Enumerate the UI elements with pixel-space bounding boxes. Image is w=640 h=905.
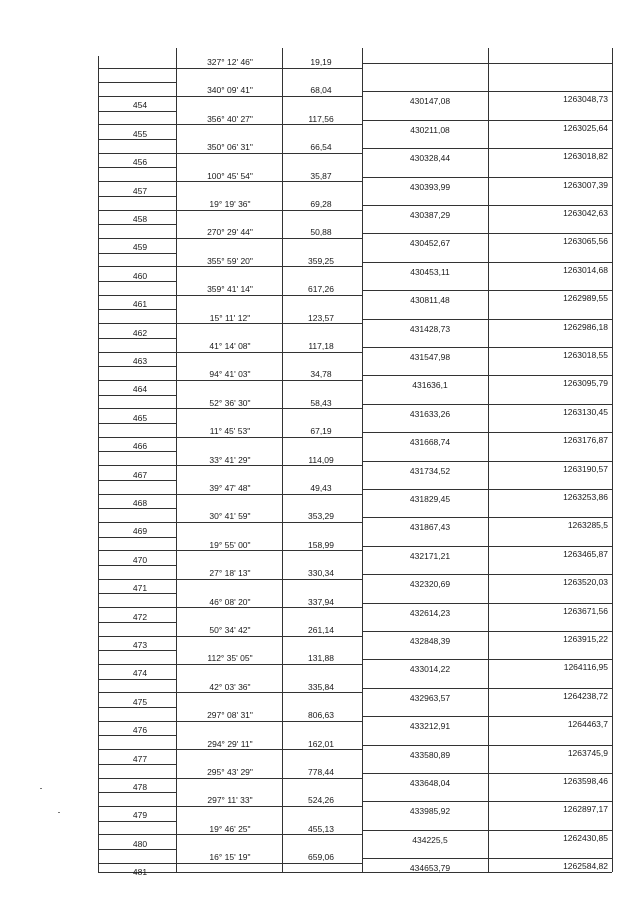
row-rule [98, 749, 362, 750]
row-rule [98, 636, 362, 637]
coordinate-y-cell: 1263285,5 [567, 520, 608, 531]
coordinate-y-cell: 1263014,68 [563, 264, 608, 275]
coordinate-y-cell: 1262584,82 [563, 861, 608, 872]
coordinate-y-cell: 1263598,46 [563, 776, 608, 786]
coordinate-y-cell: 1263176,87 [563, 435, 608, 446]
coordinate-y-cell: 1262897,17 [563, 804, 608, 815]
line-length-cell: 455,13 [308, 823, 334, 834]
point-number-cell: 466 [132, 441, 148, 452]
coordinate-y-cell: 1264116,95 [563, 662, 608, 673]
row-rule [98, 210, 362, 211]
point-number-cell: 461 [132, 299, 148, 310]
direction-angle-cell: 39° 47' 48" [209, 483, 251, 493]
row-rule-mid [98, 338, 176, 339]
point-number-cell: 457 [132, 185, 148, 196]
direction-angle-cell: 46° 08' 20" [209, 596, 251, 607]
point-number-cell: 459 [132, 242, 148, 253]
direction-angle-cell: 270° 29' 44" [207, 227, 253, 238]
row-rule-mid [98, 707, 176, 708]
point-number-cell: 474 [132, 668, 148, 679]
point-number-cell: 480 [132, 838, 148, 849]
line-length-cell: 35,87 [310, 170, 332, 181]
row-rule [362, 91, 612, 92]
line-length-cell: 117,18 [308, 341, 334, 351]
line-length-cell: 337,94 [308, 596, 334, 607]
direction-angle-cell: 297° 11' 33" [207, 795, 253, 806]
direction-angle-cell: 295° 43' 29" [207, 767, 253, 777]
row-rule-mid [98, 622, 176, 623]
point-number-cell: 471 [132, 583, 148, 594]
row-rule [362, 603, 612, 604]
point-number-cell: 472 [132, 611, 148, 622]
row-rule [98, 380, 362, 381]
direction-angle-cell: 297° 08' 31" [207, 710, 253, 721]
row-rule-mid [98, 451, 176, 452]
row-rule-mid [98, 650, 176, 651]
line-length-cell: 66,54 [310, 142, 332, 153]
line-length-cell: 162,01 [308, 738, 334, 749]
row-rule [98, 806, 362, 807]
coordinate-y-cell: 1263465,87 [563, 548, 608, 559]
row-rule-mid [98, 82, 176, 83]
coordinate-x-cell: 431668,74 [409, 437, 451, 448]
direction-angle-cell: 50° 34' 42" [209, 625, 251, 635]
row-rule [362, 177, 612, 178]
line-length-cell: 359,25 [308, 255, 334, 266]
line-length-cell: 68,04 [310, 85, 332, 96]
coordinate-y-cell: 1263018,82 [563, 151, 608, 162]
row-rule-mid [98, 253, 176, 254]
coordinate-x-cell: 433014,22 [409, 664, 451, 675]
row-rule [362, 290, 612, 291]
row-rule-mid [98, 508, 176, 509]
coordinate-x-cell: 430452,67 [409, 238, 451, 249]
line-length-cell: 58,43 [310, 397, 332, 408]
row-rule [98, 692, 362, 693]
row-rule [362, 461, 612, 462]
coordinate-y-cell: 1263130,45 [563, 406, 608, 417]
coordinate-x-cell: 432848,39 [409, 636, 451, 646]
row-rule [98, 465, 362, 466]
coordinate-y-cell: 1264463,7 [567, 719, 608, 730]
coordinate-y-cell: 1263025,64 [563, 122, 608, 133]
point-number-cell: 478 [132, 782, 148, 792]
scan-speck [58, 812, 60, 813]
line-length-cell: 131,88 [308, 653, 334, 664]
row-rule [98, 522, 362, 523]
point-number-cell: 460 [132, 270, 148, 281]
row-rule [362, 716, 612, 717]
column-rule [612, 48, 613, 872]
row-rule-mid [98, 565, 176, 566]
coordinate-y-cell: 1263095,79 [563, 378, 608, 389]
row-rule-mid [98, 792, 176, 793]
row-rule [98, 96, 362, 97]
row-rule [362, 659, 612, 660]
coordinate-x-cell: 432320,69 [409, 579, 451, 590]
point-number-cell: 462 [132, 327, 148, 338]
coordinate-y-cell: 1263042,63 [563, 208, 608, 218]
row-rule [98, 834, 362, 835]
row-rule [98, 68, 362, 69]
line-length-cell: 261,14 [308, 625, 334, 635]
row-rule-mid [98, 593, 176, 594]
coordinate-x-cell: 432171,21 [409, 550, 451, 561]
line-length-cell: 330,34 [308, 568, 334, 579]
row-rule [98, 863, 362, 864]
point-number-cell: 470 [132, 554, 148, 565]
row-rule [362, 404, 612, 405]
direction-angle-cell: 15° 11' 12" [209, 312, 251, 323]
point-number-cell: 473 [132, 640, 148, 650]
coordinate-x-cell: 430811,48 [410, 295, 450, 306]
coordinate-y-cell: 1263253,86 [563, 492, 608, 502]
coordinate-x-cell: 431829,45 [409, 494, 451, 504]
point-number-cell: 479 [132, 810, 148, 821]
row-rule [362, 773, 612, 774]
row-rule [362, 319, 612, 320]
coordinate-y-cell: 1263520,03 [563, 577, 608, 588]
coordinate-y-cell: 1263915,22 [563, 634, 608, 644]
line-length-cell: 49,43 [310, 483, 332, 493]
direction-angle-cell: 94° 41' 03" [209, 369, 251, 380]
direction-angle-cell: 294° 29' 11" [207, 738, 253, 749]
line-length-cell: 117,56 [308, 113, 334, 124]
line-length-cell: 123,57 [308, 312, 334, 323]
direction-angle-cell: 41° 14' 08" [209, 341, 251, 351]
direction-angle-cell: 30° 41' 59" [209, 511, 251, 522]
line-length-cell: 659,06 [308, 852, 334, 863]
row-rule-mid [98, 764, 176, 765]
row-rule-mid [98, 849, 176, 850]
row-rule [362, 745, 612, 746]
coordinate-x-cell: 433648,04 [409, 778, 451, 788]
coordinate-y-cell: 1263671,56 [563, 605, 608, 616]
row-rule [362, 489, 612, 490]
row-rule [362, 546, 612, 547]
row-rule-mid [98, 196, 176, 197]
row-rule [362, 574, 612, 575]
row-rule [362, 801, 612, 802]
coordinate-y-cell: 1262986,18 [563, 321, 608, 332]
row-rule [98, 721, 362, 722]
line-length-cell: 353,29 [308, 511, 334, 522]
coordinate-x-cell: 433580,89 [409, 749, 451, 760]
row-rule-mid [98, 366, 176, 367]
direction-angle-cell: 42° 03' 36" [209, 681, 251, 692]
line-length-cell: 114,09 [308, 454, 334, 465]
row-rule [98, 408, 362, 409]
row-rule [362, 830, 612, 831]
row-rule [98, 579, 362, 580]
point-number-cell: 476 [132, 725, 148, 736]
row-rule-mid [98, 679, 176, 680]
coordinate-x-cell: 434653,79 [409, 863, 451, 874]
direction-angle-cell: 356° 40' 27" [207, 113, 253, 124]
coordinate-x-cell: 430211,08 [410, 124, 450, 135]
row-rule-mid [98, 735, 176, 736]
direction-angle-cell: 327° 12' 46" [207, 57, 253, 67]
point-number-cell: 456 [132, 157, 148, 168]
direction-angle-cell: 359° 41' 14" [207, 284, 253, 295]
coordinate-x-cell: 432963,57 [409, 692, 451, 703]
coordinate-y-cell: 1262430,85 [563, 832, 608, 843]
line-length-cell: 335,84 [308, 681, 334, 692]
coordinate-x-cell: 434225,5 [412, 834, 448, 845]
coordinate-y-cell: 1263745,9 [567, 747, 608, 758]
row-rule [98, 494, 362, 495]
coordinate-y-cell: 1262989,55 [563, 293, 608, 304]
direction-angle-cell: 16° 15' 19" [209, 852, 251, 863]
coordinate-x-cell: 433212,91 [409, 721, 451, 732]
coordinate-x-cell: 432614,23 [409, 607, 451, 618]
line-length-cell: 778,44 [308, 767, 334, 777]
point-number-cell: 465 [132, 412, 148, 423]
row-rule [98, 153, 362, 154]
direction-angle-cell: 33° 41' 29" [209, 454, 251, 465]
row-rule-mid [98, 423, 176, 424]
row-rule [362, 858, 612, 859]
row-rule-mid [98, 139, 176, 140]
row-rule-mid [98, 480, 176, 481]
row-rule [98, 238, 362, 239]
line-length-cell: 806,63 [308, 710, 334, 721]
row-rule [362, 205, 612, 206]
direction-angle-cell: 19° 19' 36" [209, 199, 251, 209]
row-rule [362, 375, 612, 376]
row-rule-mid [98, 395, 176, 396]
coordinate-x-cell: 430453,11 [410, 266, 450, 277]
coordinate-x-cell: 430328,44 [409, 153, 451, 164]
coordinate-x-cell: 431636,1 [412, 380, 448, 391]
point-number-cell: 477 [132, 753, 148, 764]
line-length-cell: 524,26 [308, 795, 334, 806]
point-number-cell: 475 [132, 696, 148, 707]
coordinate-x-cell: 430387,29 [409, 210, 451, 220]
direction-angle-cell: 112° 35' 05" [207, 653, 253, 664]
row-rule [362, 63, 612, 64]
direction-angle-cell: 19° 46' 25" [209, 823, 251, 834]
row-rule [362, 233, 612, 234]
direction-angle-cell: 52° 36' 30" [209, 397, 251, 408]
point-number-cell: 467 [132, 469, 148, 480]
point-number-cell: 464 [132, 384, 148, 395]
coordinate-x-cell: 430393,99 [409, 181, 451, 192]
line-length-cell: 67,19 [310, 426, 332, 437]
direction-angle-cell: 350° 06' 31" [207, 142, 253, 153]
coordinate-y-cell: 1264238,72 [563, 690, 608, 701]
row-rule [362, 432, 612, 433]
row-rule [362, 262, 612, 263]
row-rule [98, 550, 362, 551]
row-rule [98, 124, 362, 125]
line-length-cell: 158,99 [308, 539, 334, 550]
row-rule [362, 688, 612, 689]
point-number-cell: 469 [132, 526, 148, 537]
coordinate-y-cell: 1263018,55 [563, 350, 608, 360]
coordinate-x-cell: 430147,08 [409, 96, 451, 107]
line-length-cell: 69,28 [310, 199, 332, 209]
scan-speck [40, 788, 42, 789]
row-rule [362, 148, 612, 149]
direction-angle-cell: 355° 59' 20" [207, 255, 253, 266]
row-rule [98, 664, 362, 665]
line-length-cell: 19,19 [310, 57, 332, 67]
row-rule [362, 347, 612, 348]
point-number-cell: 481 [132, 867, 148, 878]
coordinate-y-cell: 1263048,73 [563, 94, 608, 105]
coordinate-y-cell: 1263007,39 [563, 179, 608, 190]
point-number-cell: 468 [132, 498, 148, 508]
coordinate-x-cell: 433985,92 [409, 806, 451, 817]
point-number-cell: 458 [132, 214, 148, 224]
row-rule [98, 323, 362, 324]
coordinate-x-cell: 431547,98 [409, 352, 451, 362]
row-rule-mid [98, 309, 176, 310]
row-rule [362, 120, 612, 121]
row-rule-mid [98, 167, 176, 168]
point-number-cell: 455 [132, 128, 148, 139]
row-rule-mid [98, 537, 176, 538]
row-rule [362, 517, 612, 518]
row-rule [98, 266, 362, 267]
row-rule [98, 607, 362, 608]
coordinate-x-cell: 431867,43 [409, 522, 451, 533]
line-length-cell: 50,88 [310, 227, 332, 238]
direction-angle-cell: 100° 45' 54" [207, 170, 253, 181]
direction-angle-cell: 27° 18' 13" [209, 568, 251, 579]
row-rule [98, 437, 362, 438]
row-rule [98, 352, 362, 353]
coordinate-x-cell: 431428,73 [409, 323, 451, 334]
row-rule-mid [98, 281, 176, 282]
point-number-cell: 463 [132, 356, 148, 366]
row-rule [98, 778, 362, 779]
row-rule [98, 181, 362, 182]
coordinate-y-cell: 1263190,57 [563, 463, 608, 474]
line-length-cell: 34,78 [310, 369, 332, 380]
row-rule [362, 631, 612, 632]
row-rule-mid [98, 821, 176, 822]
coordinate-x-cell: 431734,52 [409, 465, 451, 476]
point-number-cell: 454 [132, 100, 148, 111]
row-rule [98, 295, 362, 296]
row-rule-mid [98, 224, 176, 225]
coordinate-y-cell: 1263065,56 [563, 236, 608, 247]
table-bottom-rule [98, 872, 612, 873]
coordinate-x-cell: 431633,26 [409, 408, 451, 419]
row-rule-mid [98, 111, 176, 112]
direction-angle-cell: 11° 45' 53" [209, 426, 251, 437]
direction-angle-cell: 19° 55' 00" [209, 539, 251, 550]
line-length-cell: 617,26 [308, 284, 334, 295]
direction-angle-cell: 340° 09' 41" [207, 85, 253, 96]
